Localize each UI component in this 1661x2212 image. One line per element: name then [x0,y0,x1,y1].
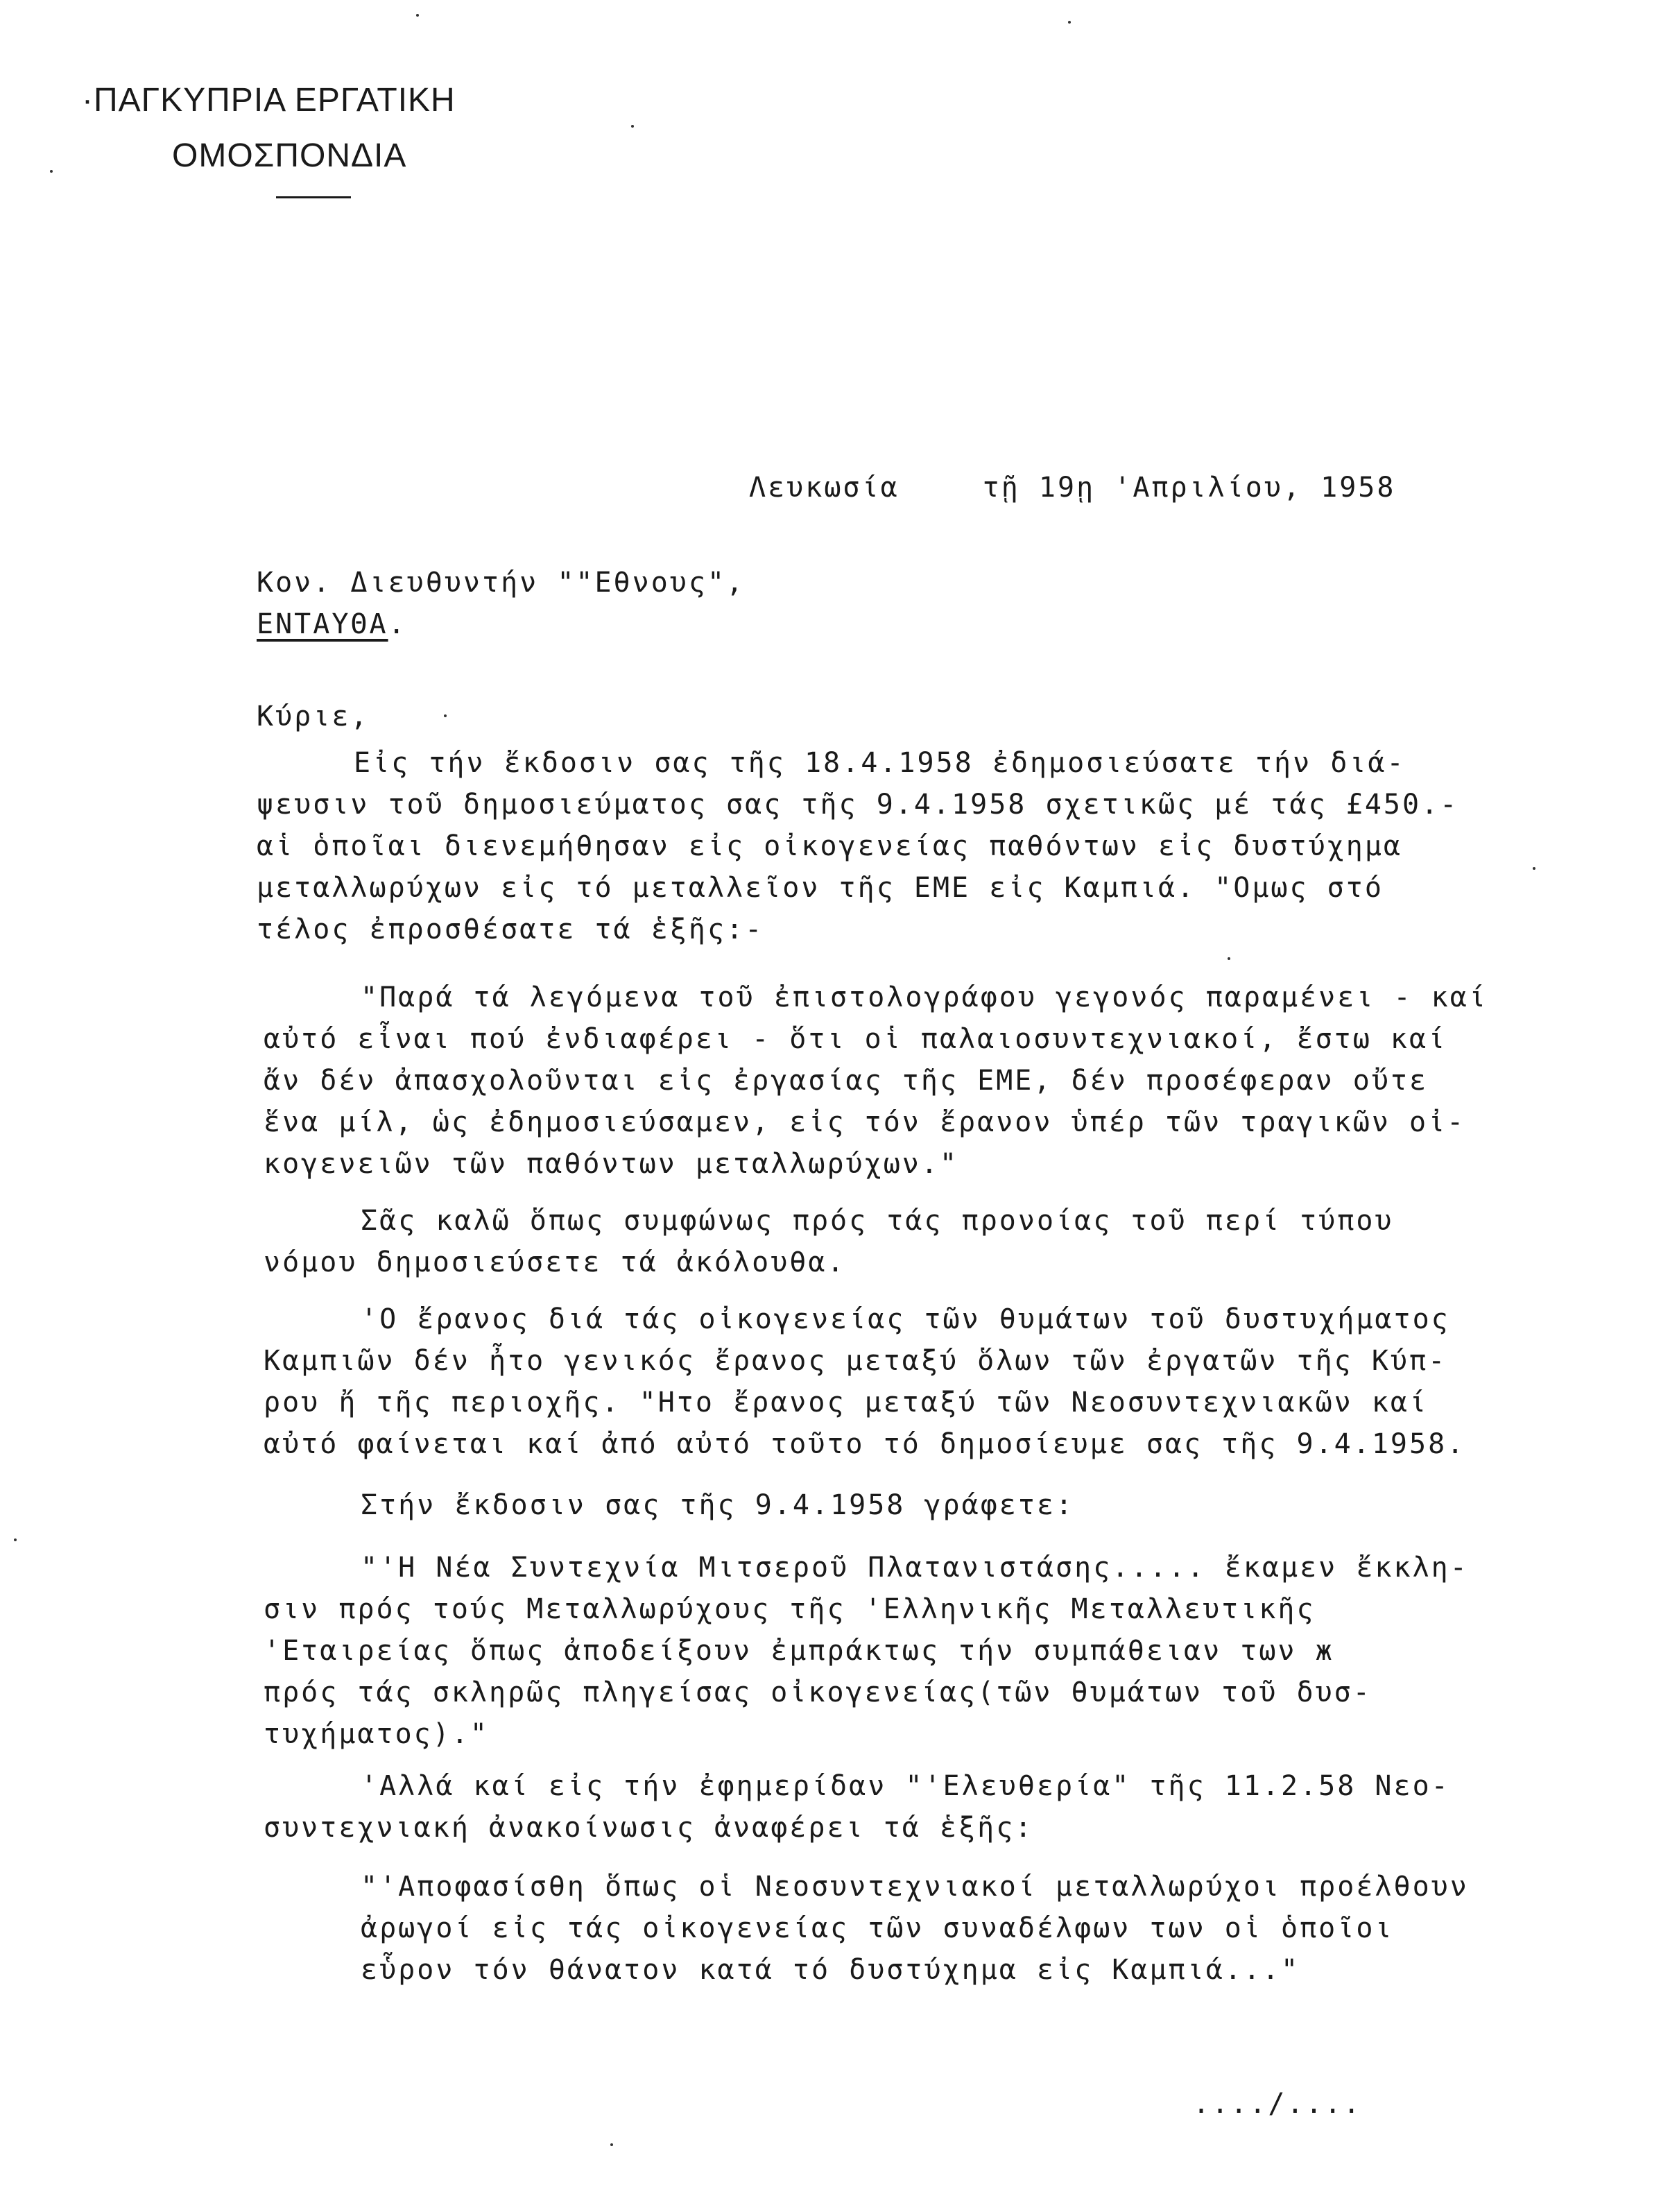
text-line: Στήν ἔκδοσιν σας τῆς 9.4.1958 γράφετε: [361,1489,1075,1521]
text-line: τέλος ἐπροσθέσατε τά ἑξῆς:- [257,914,764,945]
recipient-line2-suffix: . [388,608,407,640]
text-line: συντεχνιακή ἀνακοίνωσις ἀναφέρει τά ἑξῆς: [264,1812,1034,1844]
quote-2 [264,1547,1623,1755]
text-line: κογενειῶν τῶν παθόντων μεταλλωρύχων." [264,1148,959,1180]
text-line: "'Αποφασίσθη ὅπως οἱ Νεοσυντεχνιακοί μεταλλωρύχοι προέλθουν [361,1871,1469,1903]
dateline-date: τῇ 19ῃ 'Απριλίου, 1958 [982,472,1396,504]
text-line: 'Ο ἔρανος διά τάς οἰκογενείας τῶν θυμάτων τοῦ δυστυχήματος [361,1303,1450,1335]
letterhead [82,73,456,184]
text-line: 'Εταιρείας ὅπως ἀποδείξουν ἐμπράκτως τήν συμπάθειαν των ж [264,1635,1334,1667]
text-line: ψευσιν τοῦ δημοσιεύματος σας τῆς 9.4.1958 σχετικῶς μέ τάς £450.- [257,789,1459,821]
letterhead-rule [276,196,351,198]
text-line: ἕνα μίλ, ὡς ἐδημοσιεύσαμεν, εἰς τόν ἔρανον ὑπέρ τῶν τραγικῶν οἰ- [264,1106,1466,1138]
recipient-line1: Κον. Διευθυντήν ""Εθνους", [257,567,746,599]
text-line: αὐτό φαίνεται καί ἀπό αὐτό τοῦτο τό δημοσίευμε σας τῆς 9.4.1958. [264,1428,1466,1460]
text-line: αὐτό εἶναι πού ἐνδιαφέρει - ὅτι οἱ παλαιοσυντεχνιακοί, ἔστω καί [264,1023,1447,1055]
scan-speck [1228,957,1230,960]
paragraph-4 [264,1484,1623,1526]
text-line: 'Αλλά καί εἰς τήν ἐφημερίδαν "'Ελευθερία" τῆς 11.2.58 Νεο- [361,1770,1450,1802]
text-line: "Παρά τά λεγόμενα τοῦ ἐπιστολογράφου γεγονός παραμένει - καί [361,981,1488,1013]
text-line: τυχήματος)." [264,1718,489,1750]
text-line: νόμου δημοσιεύσετε τά ἀκόλουθα. [264,1246,846,1278]
text-line: "'Η Νέα Συντεχνία Μιτσεροῦ Πλατανιστάσης..... ἔκαμεν ἔκκλη- [361,1552,1469,1584]
continuation-mark: ..../.... [1193,2088,1362,2120]
salutation: Κύριε, [257,701,370,732]
scan-speck [1533,867,1535,870]
text-line: πρός τάς σκληρῶς πληγείσας οἰκογενείας(τῶν θυμάτων τοῦ δυσ- [264,1677,1372,1708]
text-line: αἱ ὁποῖαι διενεμήθησαν εἰς οἰκογενείας παθόντων εἰς δυστύχημα [257,830,1403,862]
text-line: Εἰς τήν ἔκδοσιν σας τῆς 18.4.1958 ἐδημοσιεύσατε τήν διά- [354,747,1406,779]
text-line: Σᾶς καλῶ ὅπως συμφώνως πρός τάς προνοίας τοῦ περί τύπου [361,1205,1394,1237]
text-line: ἄν δέν ἀπασχολοῦνται εἰς ἐργασίας τῆς ΕΜΕ, δέν προσέφεραν οὔτε [264,1065,1429,1097]
recipient-line2-wrap [257,603,745,645]
scan-speck [631,125,634,128]
scan-speck [14,1538,17,1541]
text-line: Καμπιῶν δέν ἦτο γενικός ἔρανος μεταξύ ὅλων τῶν ἐργατῶν τῆς Κύπ- [264,1345,1447,1377]
dateline [749,472,1395,504]
scan-speck [1068,21,1071,24]
dateline-place: Λευκωσία [749,472,900,504]
recipient-block [257,562,745,645]
scan-speck [444,714,447,717]
paragraph-2 [264,1200,1623,1283]
scan-speck [50,170,53,173]
letterhead-org-line1: ·ΠΑΓΚΥΠΡΙΑ ΕΡΓΑΤΙΚΗ [82,82,456,119]
quote-1 [264,977,1623,1185]
letterhead-org-line2: ΟΜΟΣΠΟΝΔΙΑ [172,137,407,174]
scan-speck [610,2143,613,2146]
text-line: ρου ἤ τῆς περιοχῆς. "Ητο ἔρανος μεταξύ τῶν Νεοσυντεχνιακῶν καί [264,1387,1429,1418]
paragraph-1 [257,742,1616,950]
recipient-line2: ΕΝΤΑΥΘΑ [257,608,388,640]
text-line: μεταλλωρύχων εἰς τό μεταλλεῖον τῆς ΕΜΕ εἰς Καμπιά. "Ομως στό [257,872,1384,904]
text-line: εὗρον τόν θάνατον κατά τό δυστύχημα εἰς Καμπιά..." [361,1954,1300,1986]
quote-3 [264,1866,1623,1991]
paragraph-5 [264,1765,1623,1849]
text-line: ἀρωγοί εἰς τάς οἰκογενείας τῶν συναδέλφων των οἱ ὁποῖοι [361,1912,1394,1944]
text-line: σιν πρός τούς Μεταλλωρύχους τῆς 'Ελληνικῆς Μεταλλευτικῆς [264,1593,1316,1625]
scan-speck [416,14,419,17]
paragraph-3 [264,1298,1623,1465]
